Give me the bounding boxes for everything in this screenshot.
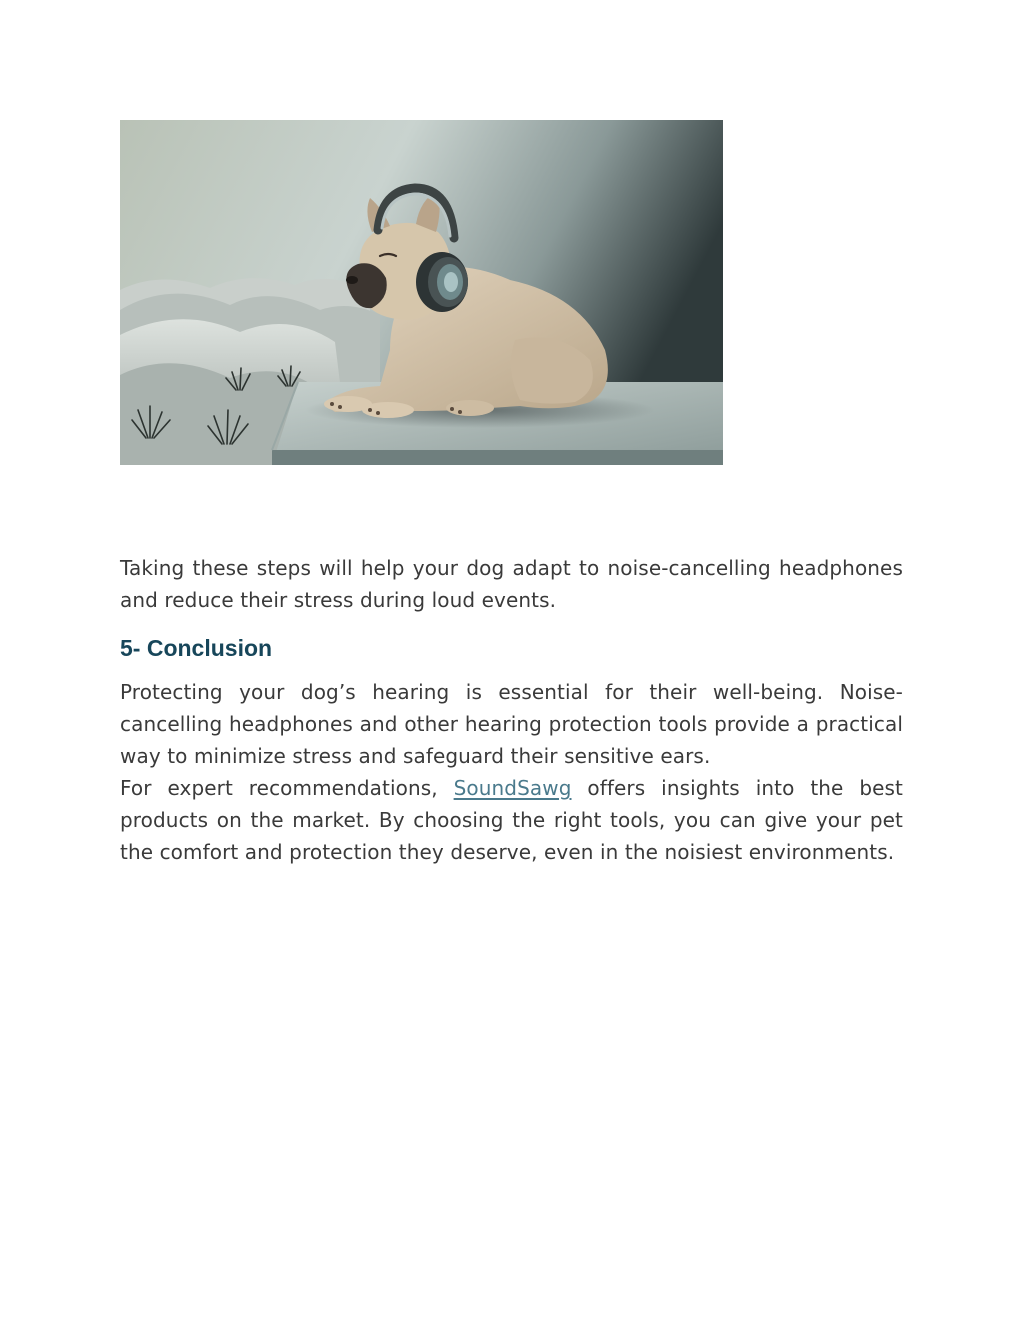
dog-headphones-image	[120, 120, 723, 465]
conclusion-paragraph: Protecting your dog’s hearing is essential for their well-being. Noise-cancelling headphones and other hearing protection tools provide a practical way to minimize stress and safeguard their sensitive ears.	[120, 680, 903, 768]
dog-headphones-illustration	[120, 120, 723, 465]
article-content	[120, 552, 903, 868]
intro-paragraph: Taking these steps will help your dog adapt to noise-cancelling headphones and reduce their stress during loud events.	[120, 556, 903, 612]
recommendation-text-before: For expert recommendations,	[120, 776, 454, 800]
conclusion-heading: 5- Conclusion	[120, 635, 273, 661]
recommendation-text-after: offers insights into the best products on the market. By choosing the right tools, you can give your pet the comfort and protection they deserve, even in the noisiest environments.	[120, 776, 903, 864]
soundsawg-link[interactable]: SoundSawg	[453, 776, 572, 800]
recommendation-paragraph	[120, 772, 903, 868]
